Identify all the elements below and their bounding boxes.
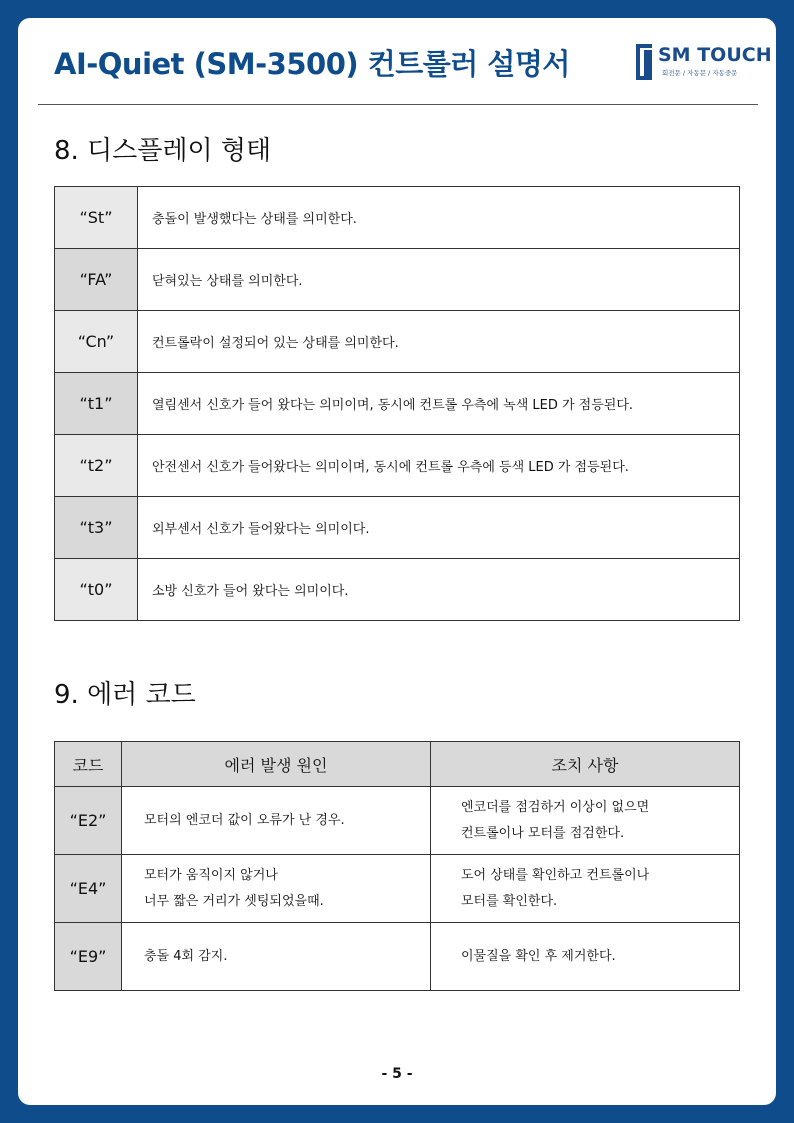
display-description: 충돌이 발생했다는 상태를 의미한다. [138,187,740,249]
error-action-line: 도어 상태를 확인하고 컨트롤이나 [461,867,650,883]
header-code: 코드 [55,742,122,787]
error-action-line: 모터를 확인한다. [461,893,558,909]
display-description: 소방 신호가 들어 왔다는 의미이다. [138,559,740,621]
error-code: “E9” [55,923,122,991]
error-row [55,923,740,991]
display-row [55,497,740,559]
display-row [55,435,740,497]
document-title: AI-Quiet (SM-3500) 컨트롤러 설명서 [54,47,570,81]
display-code: “FA” [55,249,138,311]
error-code: “E4” [55,855,122,923]
display-code: “t3” [55,497,138,559]
display-description: 닫혀있는 상태를 의미한다. [138,249,740,311]
page-number: - 5 - [381,1066,413,1082]
error-cause-line: 모터의 엔코더 값이 오류가 난 경우. [144,812,345,828]
error-cause-line: 너무 짧은 거리가 셋팅되었을때. [144,893,324,909]
display-code: “t2” [55,435,138,497]
display-row [55,249,740,311]
display-description: 안전센서 신호가 들어왔다는 의미이며, 동시에 컨트롤 우측에 등색 LED 가 점등된다. [138,435,740,497]
display-code: “t1” [55,373,138,435]
display-description: 열림센서 신호가 들어 왔다는 의미이며, 동시에 컨트롤 우측에 녹색 LED 가 점등된다. [138,373,740,435]
door-logo-icon [636,44,652,80]
error-code: “E2” [55,787,122,855]
logo-text: SM TOUCH [658,44,772,66]
error-cause-line: 모터가 움직이지 않거나 [144,867,278,883]
display-description: 컨트롤락이 설정되어 있는 상태를 의미한다. [138,311,740,373]
error-code-table [54,741,740,991]
error-action [431,923,740,991]
section-9-title: 9. 에러 코드 [54,680,196,710]
header-cause: 에러 발생 원인 [122,742,431,787]
document-page [18,18,776,1105]
error-cause [122,923,431,991]
logo-subtitle: 회전문 / 자동문 / 자동중문 [662,69,738,77]
display-code: “t0” [55,559,138,621]
display-row [55,187,740,249]
error-action-line: 이물질을 확인 후 제거한다. [461,948,616,964]
section-8-title: 8. 디스플레이 형태 [54,136,272,166]
display-code: “Cn” [55,311,138,373]
display-description: 외부센서 신호가 들어왔다는 의미이다. [138,497,740,559]
error-action [431,855,740,923]
display-table [54,186,740,621]
error-action-line: 엔코더를 점검하거 이상이 없으면 [461,799,650,815]
display-row [55,559,740,621]
header-action: 조치 사항 [431,742,740,787]
error-cause-line: 충돌 4회 감지. [144,948,228,964]
error-row [55,787,740,855]
sm-touch-logo [632,34,772,82]
display-row [55,311,740,373]
error-action-line: 컨트롤이나 모터를 점검한다. [461,825,625,841]
error-action [431,787,740,855]
display-row [55,373,740,435]
display-code: “St” [55,187,138,249]
error-cause [122,855,431,923]
error-table-header-row [55,742,740,787]
header-divider [38,104,758,105]
error-row [55,855,740,923]
error-cause [122,787,431,855]
